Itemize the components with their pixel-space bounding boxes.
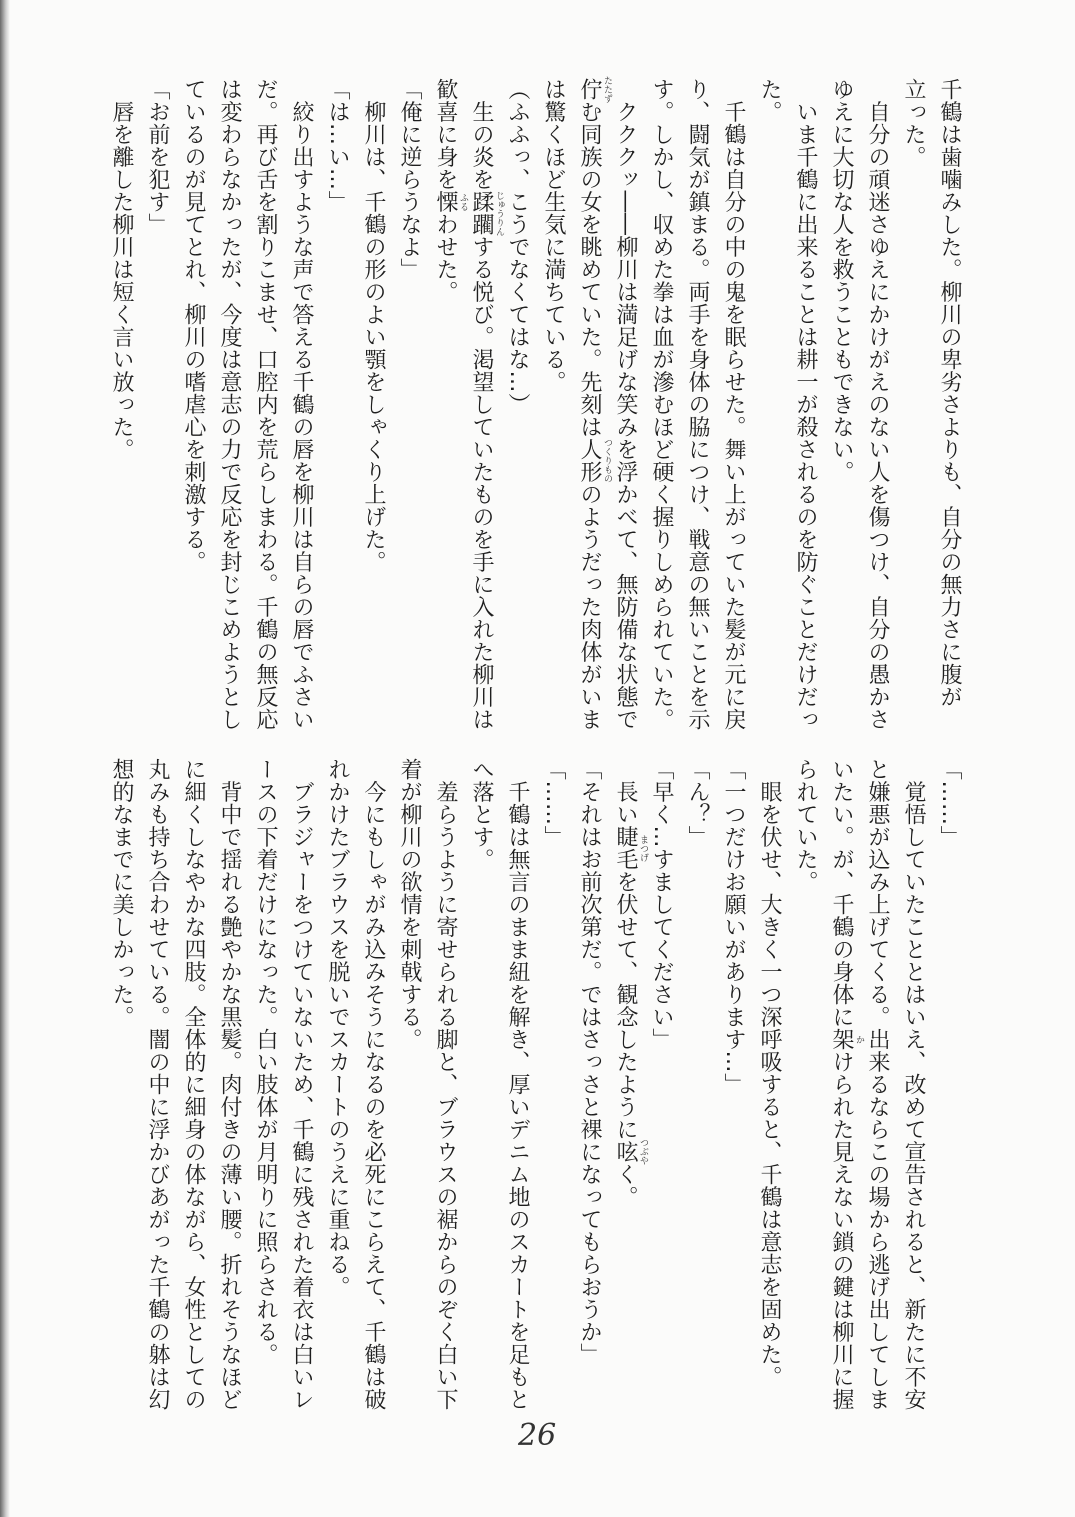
text-column: 自分の頑迷さゆえにかけがえのない人を傷つけ、自分の愚かさ xyxy=(865,78,890,731)
text-column: 千鶴は無言のまま紐を解き、厚いデニム地のスカートを足もと xyxy=(505,758,530,1411)
ruby-reading: じゅうりん xyxy=(494,190,504,236)
text-column: 着が柳川の欲情を刺戟する。 xyxy=(397,758,422,1051)
text-column: 「ん？」 xyxy=(685,758,710,848)
top-text-block xyxy=(103,75,967,731)
text-column: り、闘気が鎮まる。両手を身体の脇につけ、戦意の無いことを示 xyxy=(685,78,710,731)
text-column: 千鶴は歯噛みした。柳川の卑劣さよりも、自分の無力さに腹が xyxy=(937,78,962,708)
text-column: へ落とす。 xyxy=(469,758,494,871)
bottom-text-block xyxy=(103,758,967,1411)
page-number: 26 xyxy=(518,1418,557,1453)
ruby-reading: つくりもの xyxy=(602,438,612,483)
text-column: 丸みも持ち合わせている。闇の中に浮かびあがった千鶴の躰は幻 xyxy=(145,758,170,1411)
text-column: 「俺に逆らうなよ」 xyxy=(397,78,422,281)
text-column: クククッ――柳川は満足げな笑みを浮かべて、無防備な状態で xyxy=(613,78,638,731)
text-column: 想的なまでに美しかった。 xyxy=(109,758,134,1028)
text-column: す。しかし、収めた拳は血が滲むほど硬く握りしめられていた。 xyxy=(649,78,674,731)
text-column: （ふふっ、こうでなくてはな…） xyxy=(505,78,530,416)
text-column: 佇む同族の女を眺めていた。先刻は人形のようだった肉体がいま xyxy=(577,78,602,731)
text-column: に細くしなやかな四肢。全体的に細身の体ながら、女性としての xyxy=(181,758,206,1411)
text-column: 「早く…すましてください」 xyxy=(649,758,674,1051)
text-column: 今にもしゃがみ込みそうになるのを必死にこらえて、千鶴は破 xyxy=(361,758,386,1411)
text-column: と嫌悪が込み上げてくる。出来るならこの場から逃げ出してしま xyxy=(865,758,890,1411)
text-column: ているのが見てとれ、柳川の嗜虐心を刺激する。 xyxy=(181,78,206,573)
text-column: 唇を離した柳川は短く言い放った。 xyxy=(109,78,134,461)
text-column: 歓喜に身を慄わせた。 xyxy=(433,78,458,303)
text-column: 「は…い…」 xyxy=(325,78,350,213)
text-column: 「……」 xyxy=(541,758,566,848)
text-column: ゆえに大切な人を救うこともできない。 xyxy=(829,78,854,483)
text-column: 立った。 xyxy=(901,78,926,168)
text-column: 「……」 xyxy=(937,758,962,848)
text-column: 羞らうように寄せられる脚と、ブラウスの裾からのぞく白い下 xyxy=(433,758,458,1411)
text-column: ブラジャーをつけていないため、千鶴に残された着衣は白いレ xyxy=(289,758,314,1411)
text-column: 長い睫毛を伏せて、観念したように呟く。 xyxy=(613,758,638,1208)
text-column: は変わらなかったが、今度は意志の力で反応を封じこめようとし xyxy=(217,78,242,731)
text-column: 絞り出すような声で答える千鶴の唇を柳川は自らの唇でふさい xyxy=(289,78,314,731)
text-column: だ。再び舌を割りこませ、口腔内を荒らしまわる。千鶴の無反応 xyxy=(253,78,278,731)
scan-edge-shadow xyxy=(0,0,10,1517)
ruby-reading: たたず xyxy=(602,75,612,103)
text-column: いたい。が、千鶴の身体に架けられた見えない鎖の鍵は柳川に握 xyxy=(829,758,854,1411)
text-column: られていた。 xyxy=(793,758,818,893)
text-column: 生の炎を蹂躙する悦び。渇望していたものを手に入れた柳川は xyxy=(469,78,494,731)
text-column: 「一つだけお願いがあります…」 xyxy=(721,758,746,1096)
text-column: ースの下着だけになった。白い肢体が月明りに照らされる。 xyxy=(253,758,278,1366)
text-column: 「お前を犯す」 xyxy=(145,78,170,236)
text-column: れかけたブラウスを脱いでスカートのうえに重ねる。 xyxy=(325,758,350,1298)
text-column: は驚くほど生気に満ちている。 xyxy=(541,78,566,393)
text-column: 柳川は、千鶴の形のよい顎をしゃくり上げた。 xyxy=(361,78,386,573)
text-column: 「それはお前次第だ。ではさっさと裸になってもらおうか」 xyxy=(577,758,602,1366)
ruby-reading: か xyxy=(854,1034,864,1044)
text-column: 覚悟していたこととはいえ、改めて宣告されると、新たに不安 xyxy=(901,758,926,1411)
text-column: 背中で揺れる艶やかな黒髪。肉付きの薄い腰。折れそうなほど xyxy=(217,758,242,1411)
ruby-reading: ふる xyxy=(458,192,468,211)
ruby-reading: つぶや xyxy=(638,1138,648,1166)
text-column: 千鶴は自分の中の鬼を眠らせた。舞い上がっていた髪が元に戻 xyxy=(721,78,746,731)
text-column: 眼を伏せ、大きく一つ深呼吸すると、千鶴は意志を固めた。 xyxy=(757,758,782,1388)
text-column: いま千鶴に出来ることは耕一が殺されるのを防ぐことだけだっ xyxy=(793,78,818,731)
text-column: た。 xyxy=(757,78,782,123)
ruby-reading: まつげ xyxy=(638,834,648,862)
